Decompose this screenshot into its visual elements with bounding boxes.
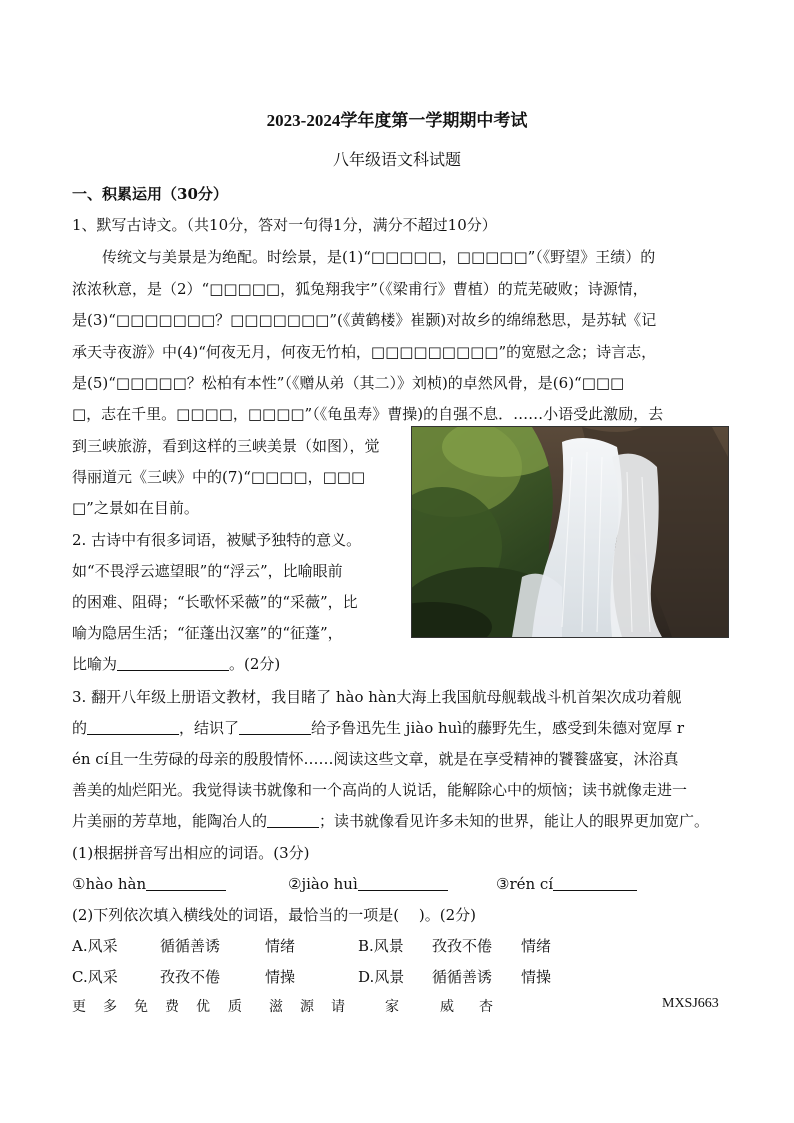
section-heading: 一、积累运用（30分）: [72, 185, 228, 203]
passage-line-6: □，志在千里。□□□□，□□□□”（《龟虽寿》曹操)的自强不息．……小语受此激励，去: [72, 405, 664, 423]
footer-char-11: 威: [440, 999, 454, 1015]
pinyin-item-2: ②jiào huì: [288, 873, 448, 895]
question-3-line-2: 的 ，结识了 给予鲁迅先生 jiào huì的藤野先生，感受到朱德对宽厚 r: [72, 719, 685, 737]
passage-line-2: 浓浓秋意，是（2）“□□□□□，狐兔翔我宇”（《梁甫行》曹植）的荒芜破败；诗源情，: [72, 280, 648, 298]
footer-char-1: 更: [72, 999, 86, 1015]
question-3-line-4: 善美的灿烂阳光。我觉得读书就像和一个高尚的人说话，能解除心中的烦恼；读书就像走进一: [72, 781, 688, 799]
blank-3[interactable]: [267, 812, 319, 828]
pinyin-blank-2[interactable]: [358, 875, 448, 891]
sub-question-1: (1)根据拼音写出相应的词语。(3分): [72, 844, 310, 862]
blank-2[interactable]: [239, 719, 311, 735]
footer-char-8: 源: [300, 999, 314, 1015]
passage-line-4: 承天寺夜游》中(4)“何夜无月，何夜无竹柏，□□□□□□□□□”的宽慰之念；诗言志，: [72, 343, 657, 361]
exam-title: 2023-2024学年度第一学期期中考试: [266, 111, 528, 130]
option-a-word-3: 情绪: [265, 937, 296, 955]
passage-line-9: □”之景如在目前。: [72, 499, 199, 517]
answer-blank[interactable]: [117, 655, 229, 671]
passage-line-5: 是(5)“□□□□□？松柏有本性”（《赠从弟（其二）》刘桢)的卓然风骨，是(6)“□□□: [72, 374, 625, 392]
question-2-line-3: 的困难、阻碍；“长歌怀采薇”的“采薇”，比: [72, 593, 358, 611]
passage-line-7: 到三峡旅游，看到这样的三峡美景（如图），觉: [72, 437, 380, 455]
pinyin-blank-3[interactable]: [553, 875, 637, 891]
footer-code: MXSJ663: [662, 996, 719, 1011]
pinyin-item-1: ①hào hàn: [72, 873, 226, 895]
option-b-word-2: 孜孜不倦: [432, 937, 493, 955]
sub-question-2: (2)下列依次填入横线处的词语，最恰当的一项是( )。(2分): [72, 906, 476, 924]
footer-char-12: 杏: [479, 999, 493, 1015]
option-b-word-3: 情绪: [521, 937, 552, 955]
exam-subtitle: 八年级语文科试题: [332, 152, 461, 169]
option-c[interactable]: C.风采: [72, 968, 118, 986]
pinyin-blank-1[interactable]: [146, 875, 226, 891]
blank-1[interactable]: [87, 719, 179, 735]
option-a-word-2: 循循善诱: [160, 937, 221, 955]
passage-line-8: 得丽道元《三峡》中的(7)“□□□□，□□□: [72, 468, 366, 486]
footer-char-5: 优: [196, 999, 210, 1015]
question-2-line-4: 喻为隐居生活；“征蓬出汉塞”的“征蓬”，: [72, 624, 343, 642]
option-d[interactable]: D.风景: [358, 968, 405, 986]
footer-char-7: 滋: [269, 999, 283, 1015]
pinyin-item-3: ③rén cí: [496, 873, 637, 895]
answer-lead: 比喻为: [72, 655, 118, 673]
question-3-line-5: 片美丽的芳草地，能陶冶人的 ；读书就像看见许多未知的世界，能让人的眼界更加宽广。: [72, 812, 710, 830]
option-d-word-3: 情操: [521, 968, 552, 986]
answer-score: 。(2分): [229, 655, 281, 673]
question-2-answer-line: [72, 653, 280, 675]
question-2-line-1: 2. 古诗中有很多词语，被赋予独特的意义。: [72, 531, 362, 549]
footer-char-6: 质: [228, 999, 242, 1015]
waterfall-photo: [411, 426, 729, 638]
footer-char-4: 费: [165, 999, 179, 1015]
question-3-line-3: én cí且一生劳碌的母亲的殷殷情怀……阅读这些文章，就是在享受精神的饕餮盛宴，沐浴真: [72, 750, 679, 768]
footer-char-9: 请: [331, 999, 345, 1015]
passage-line-1: 传统文与美景是为绝配。时绘景，是(1)“□□□□□，□□□□□”（《野望》王绩）的: [102, 248, 656, 266]
passage-line-3: 是(3)“□□□□□□□？□□□□□□□”(《黄鹤楼》崔颢)对故乡的绵绵愁思，是苏轼《记: [72, 311, 657, 329]
option-c-word-2: 孜孜不倦: [160, 968, 221, 986]
option-a[interactable]: A.风采: [72, 937, 118, 955]
footer-char-3: 免: [134, 999, 148, 1015]
option-d-word-2: 循循善诱: [432, 968, 493, 986]
question-1-prompt: 1、默写古诗文。（共10分，答对一句得1分，满分不超过10分）: [72, 216, 497, 234]
option-b[interactable]: B.风景: [358, 937, 404, 955]
footer-char-10: 家: [385, 999, 399, 1015]
question-2-line-2: 如“不畏浮云遮望眼”的“浮云”，比喻眼前: [72, 562, 343, 580]
option-c-word-3: 情操: [265, 968, 296, 986]
footer-char-2: 多: [103, 999, 117, 1015]
question-3-line-1: 3. 翻开八年级上册语文教材，我目睹了 hào hàn大海上我国航母舰载战斗机首架次成功着舰: [72, 688, 682, 706]
